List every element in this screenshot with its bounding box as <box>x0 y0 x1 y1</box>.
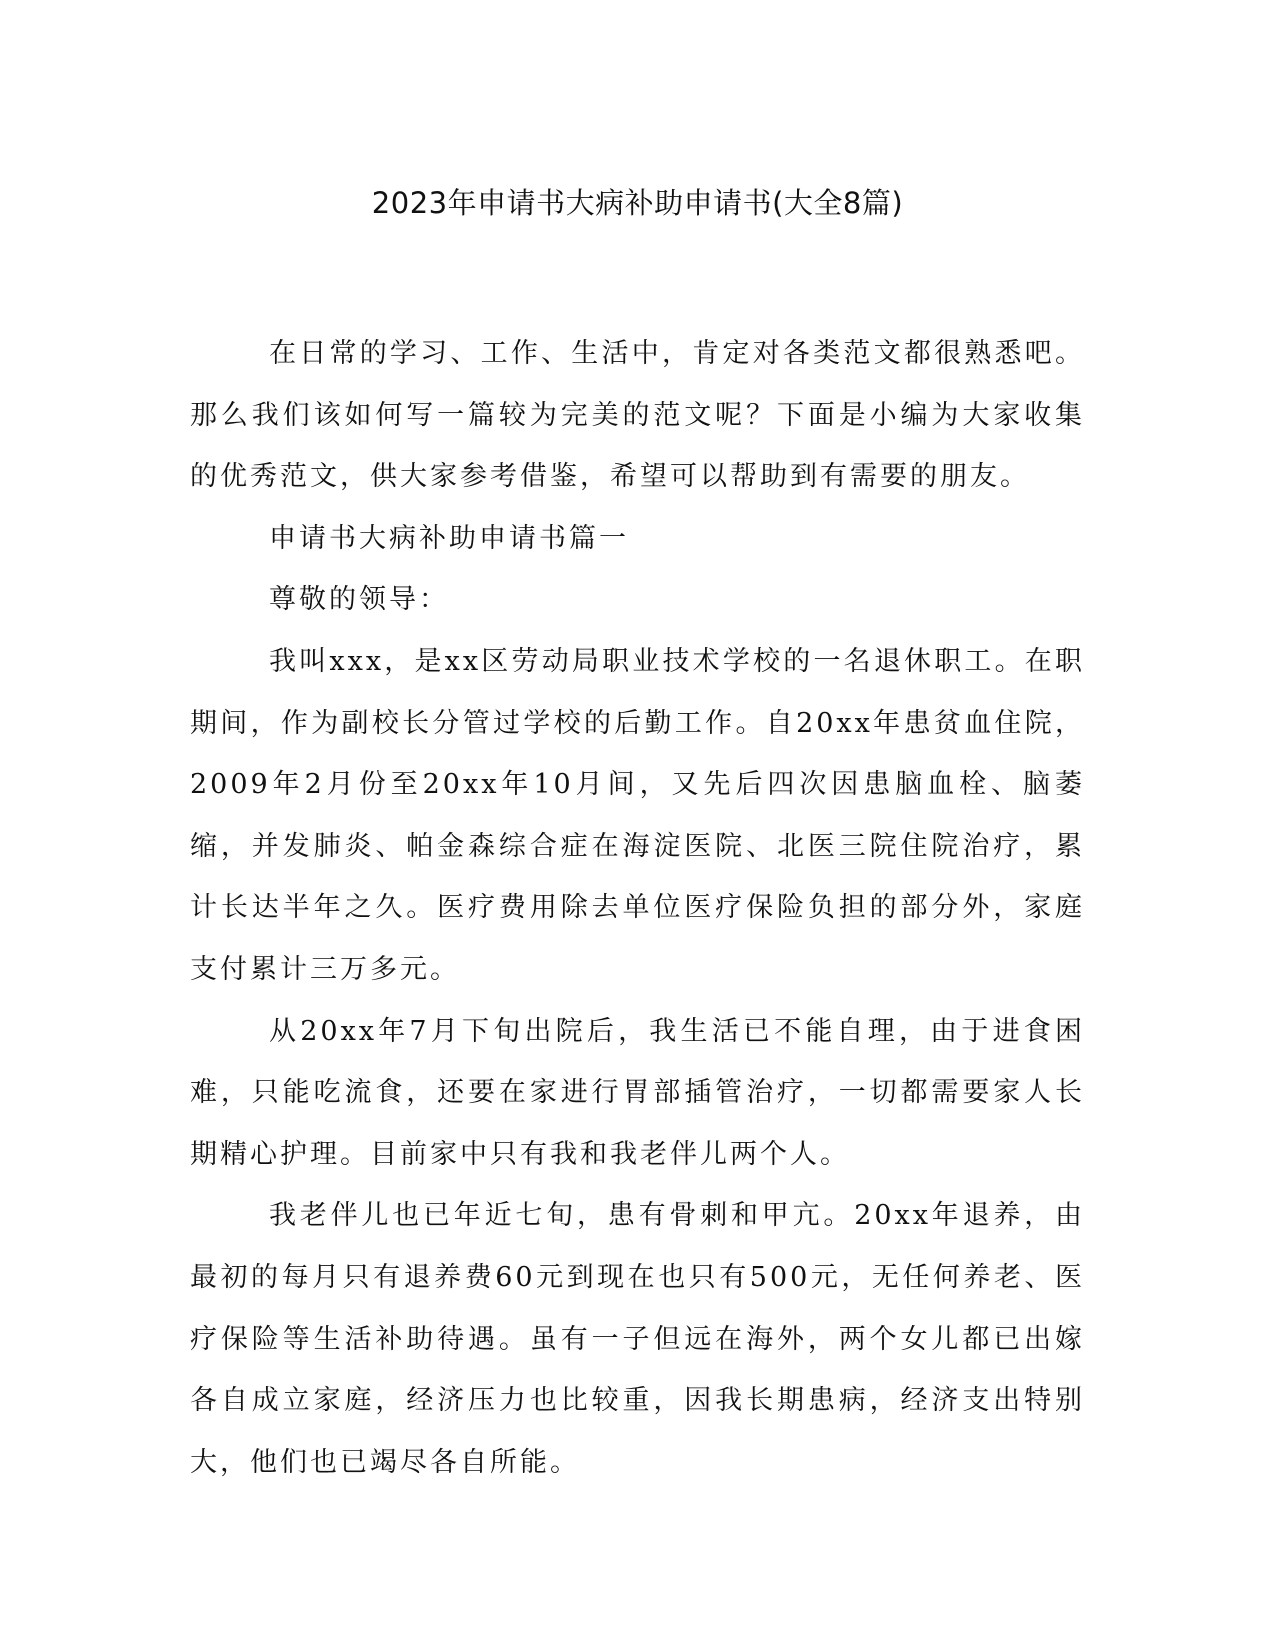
section-heading: 申请书大病补助申请书篇一 <box>269 522 629 554</box>
salutation: 尊敬的领导： <box>269 584 449 616</box>
paragraph-family: 我老伴儿也已年近七旬，患有骨刺和甲亢。20xx年退养，由最初的每月只有退养费60元到现在也只有500元，无任何养老、医疗保险等生活补助待遇。虽有一子但远在海外，两个女儿都已出嫁各自成立家庭，经济压力也比较重，因我长期患病，经济支出特别大，他们也已竭尽各自所能。 <box>190 1200 1085 1478</box>
paragraph-background: 我叫xxx，是xx区劳动局职业技术学校的一名退休职工。在职期间，作为副校长分管过学校的后勤工作。自20xx年患贫血住院，2009年2月份至20xx年10月间，又先后四次因患脑血栓、脑萎缩，并发肺炎、帕金森综合症在海淀医院、北医三院住院治疗，累计长达半年之久。医疗费用除去单位医疗保险负担的部分外，家庭支付累计三万多元。 <box>190 645 1085 985</box>
document-body <box>190 323 1085 1493</box>
paragraph-condition: 从20xx年7月下旬出院后，我生活已不能自理，由于进食困难，只能吃流食，还要在家进行胃部插管治疗，一切都需要家人长期精心护理。目前家中只有我和我老伴儿两个人。 <box>190 1015 1085 1170</box>
document-title: 2023年申请书大病补助申请书(大全8篇) <box>371 186 904 220</box>
paragraph-intro: 在日常的学习、工作、生活中，肯定对各类范文都很熟悉吧。那么我们该如何写一篇较为完美的范文呢？下面是小编为大家收集的优秀范文，供大家参考借鉴，希望可以帮助到有需要的朋友。 <box>190 338 1085 493</box>
